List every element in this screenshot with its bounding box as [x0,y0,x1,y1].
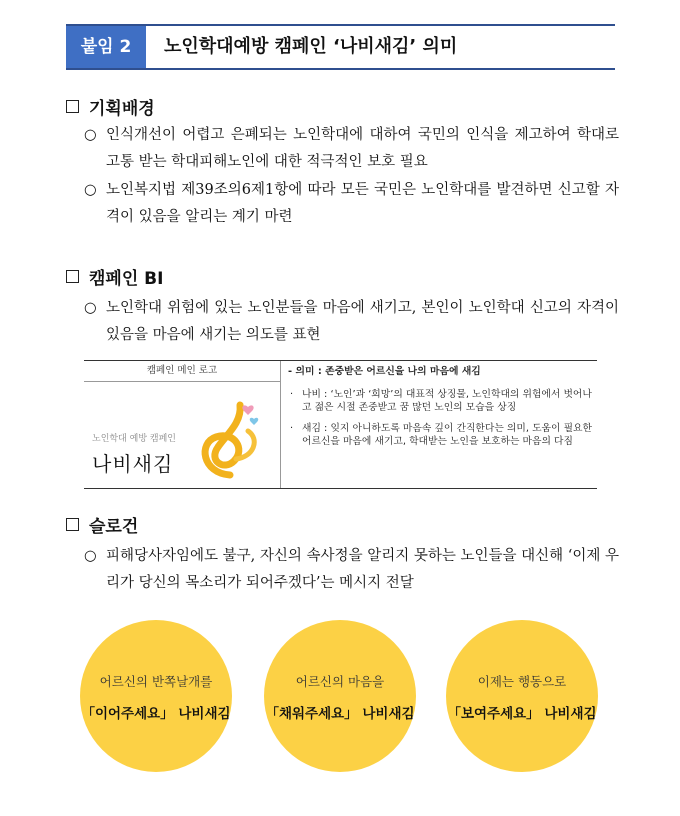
slogan-circle-3: 이제는 행동으로 「보여주세요」 나비새김 [446,620,598,772]
title-bar [66,24,615,70]
butterfly-logo-icon [196,399,262,479]
section-heading-background: 기획배경 [66,94,155,119]
slogan-circle-2: 어르신의 마음을 「채워주세요」 나비새김 [264,620,416,772]
bullet-bi-1: ○ 노인학대 위험에 있는 노인분들을 마음에 새기고, 본인이 노인학대 신고의 자격이 있음을 마음에 새기는 의도를 표현 [84,295,619,349]
logo-subtitle: 노인학대 예방 캠페인 [92,434,176,444]
circle-bullet-icon: ○ [84,548,97,564]
attachment-badge: 붙임 2 [66,26,146,68]
bullet-background-1: ○ 인식개선이 어렵고 은폐되는 노인학대에 대하여 국민의 인식을 제고하여 학대로 고통 받는 학대피해노인에 대한 적극적인 보호 필요 [84,122,619,176]
square-bullet-icon [66,100,79,113]
bi-logo-cell [84,361,281,488]
circle-bullet-icon: ○ [84,182,97,198]
bi-meaning-item-saegim: · 새김 : 잊지 아니하도록 마음속 깊이 간직한다는 의미, 도움이 필요한 어르신을 마음에 새기고, 학대받는 노인을 보호하는 마음의 다짐 [290,423,592,447]
circle-bullet-icon: ○ [84,300,97,316]
bullet-slogan-1: ○ 피해당사자임에도 불구, 자신의 속사정을 알리지 못하는 노인들을 대신해 ‘이제 우리가 당신의 목소리가 되어주겠다’는 메시지 전달 [84,543,619,597]
page-title: 노인학대예방 캠페인 ‘나비새김’ 의미 [164,36,458,57]
bi-meaning-item-nabi: · 나비 : ‘노인’과 ‘희망’의 대표적 상징물, 노인학대의 위험에서 벗어나고 젊은 시절 존중받고 꿈 많던 노인의 모습을 상징 [290,389,592,413]
bi-table [84,360,597,489]
logo-wordmark: 나비새김 [92,452,174,476]
slogan-circle-1: 어르신의 반쪽날개를 「이어주세요」 나비새김 [80,620,232,772]
bi-meaning-cell [288,365,593,456]
square-bullet-icon [66,518,79,531]
square-bullet-icon [66,270,79,283]
section-heading-bi: 캠페인 BI [66,264,163,289]
bi-logo-header: 캠페인 메인 로고 [84,361,280,382]
bullet-background-2: ○ 노인복지법 제39조의6제1항에 따라 모든 국민은 노인학대를 발견하면 신고할 자격이 있음을 알리는 계기 마련 [84,177,619,231]
circle-bullet-icon: ○ [84,127,97,143]
section-heading-slogan: 슬로건 [66,512,138,537]
bi-meaning-title: - 의미 : 존중받은 어르신을 나의 마음에 새김 [288,366,481,377]
